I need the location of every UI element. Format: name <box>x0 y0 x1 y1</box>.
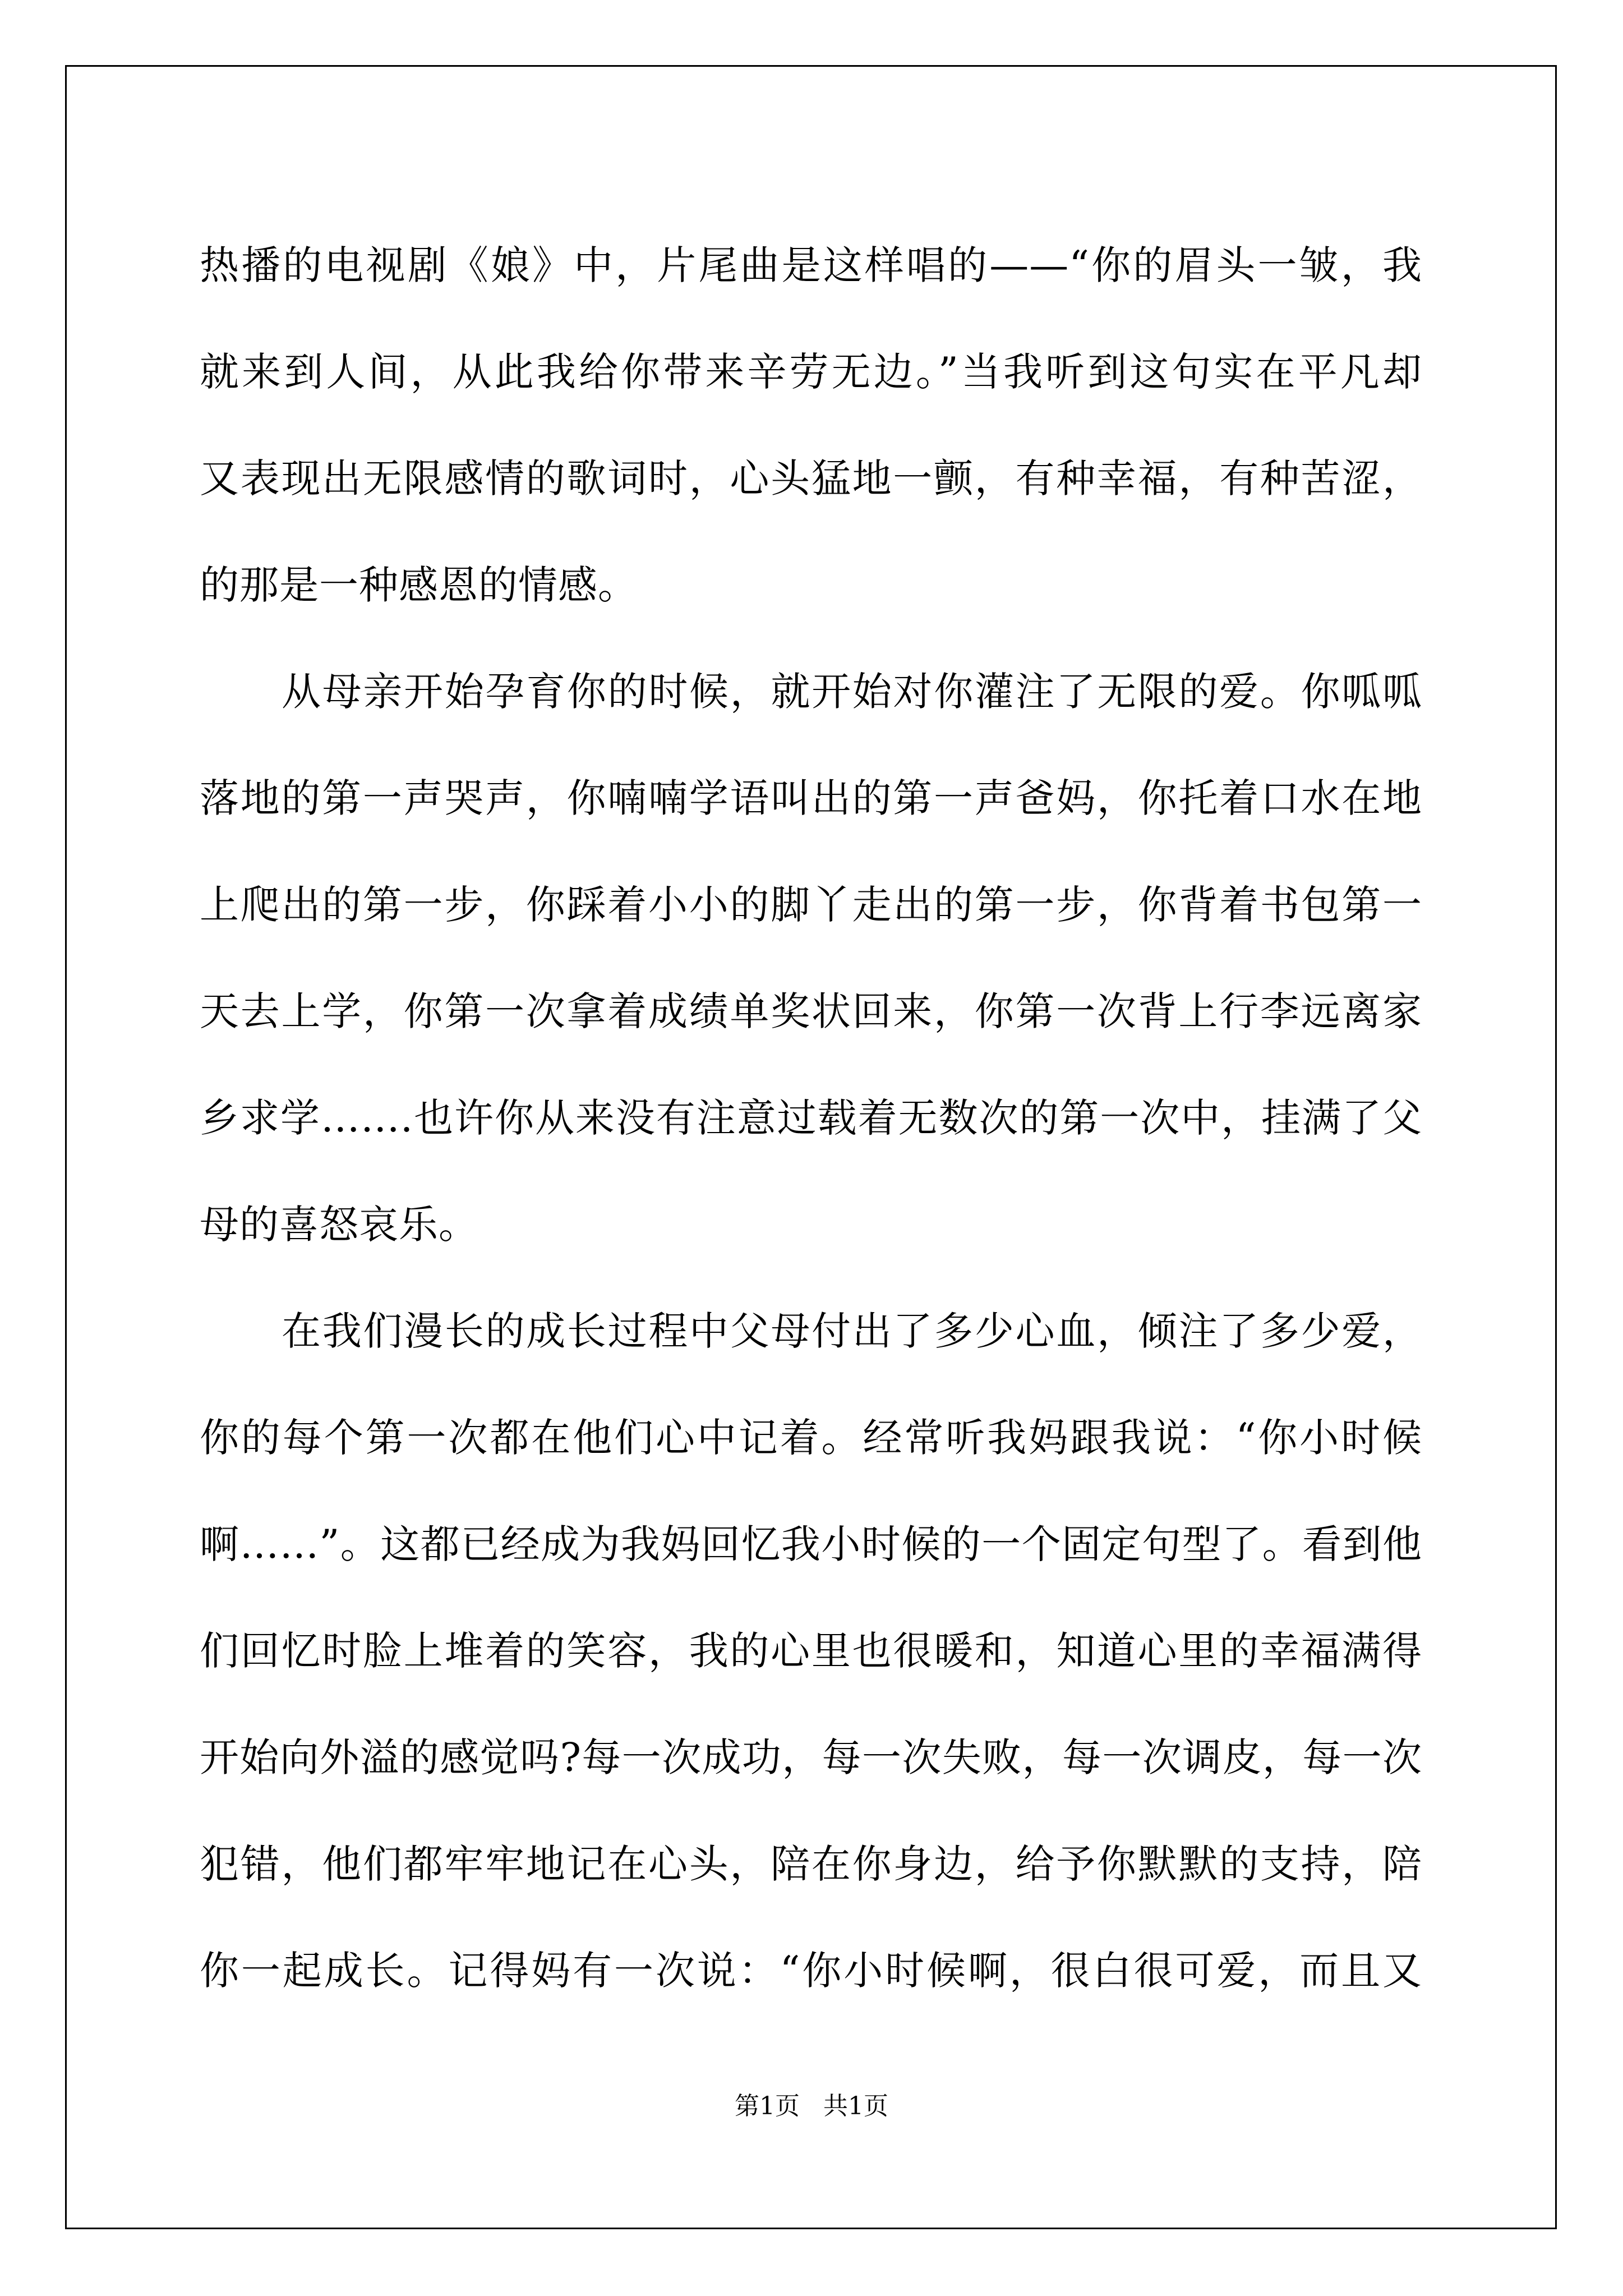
text-line: 的那是一种感恩的情感。 <box>200 562 638 608</box>
text-line: 你一起成长。记得妈有一次说：“你小时候啊，很白很可爱，而且又 <box>200 1948 1422 1994</box>
text-line: 开始向外溢的感觉吗?每一次成功，每一次失败，每一次调皮，每一次 <box>200 1734 1422 1780</box>
text-line: 乡求学…….也许你从来没有注意过载着无数次的第一次中，挂满了父 <box>200 1095 1422 1141</box>
text-line: 在我们漫长的成长过程中父母付出了多少心血，倾注了多少爱， <box>282 1308 1422 1354</box>
text-line: 母的喜怒哀乐。 <box>200 1202 478 1248</box>
text-line: 从母亲开始孕育你的时候，就开始对你灌注了无限的爱。你呱呱 <box>282 669 1422 715</box>
text-line: 就来到人间，从此我给你带来辛劳无边。”当我听到这句实在平凡却 <box>200 349 1422 395</box>
text-line: 啊……”。这都已经成为我妈回忆我小时候的一个固定句型了。看到他 <box>200 1521 1422 1567</box>
text-line: 犯错，他们都牢牢地记在心头，陪在你身边，给予你默默的支持，陪 <box>200 1841 1422 1887</box>
page-number-footer: 第1页 共1页 <box>735 2092 888 2120</box>
text-line: 天去上学，你第一次拿着成绩单奖状回来，你第一次背上行李远离家 <box>200 988 1422 1034</box>
text-line: 们回忆时脸上堆着的笑容，我的心里也很暖和，知道心里的幸福满得 <box>200 1628 1422 1674</box>
document-body <box>200 212 1422 2024</box>
text-line: 你的每个第一次都在他们心中记着。经常听我妈跟我说：“你小时候 <box>200 1415 1422 1461</box>
text-line: 上爬出的第一步，你踩着小小的脚丫走出的第一步，你背着书包第一 <box>200 882 1422 928</box>
text-line: 又表现出无限感情的歌词时，心头猛地一颤，有种幸福，有种苦涩， <box>200 455 1422 501</box>
text-line: 落地的第一声哭声，你喃喃学语叫出的第一声爸妈，你托着口水在地 <box>200 775 1422 821</box>
text-line: 热播的电视剧《娘》中，片尾曲是这样唱的——“你的眉头一皱，我 <box>200 242 1422 288</box>
